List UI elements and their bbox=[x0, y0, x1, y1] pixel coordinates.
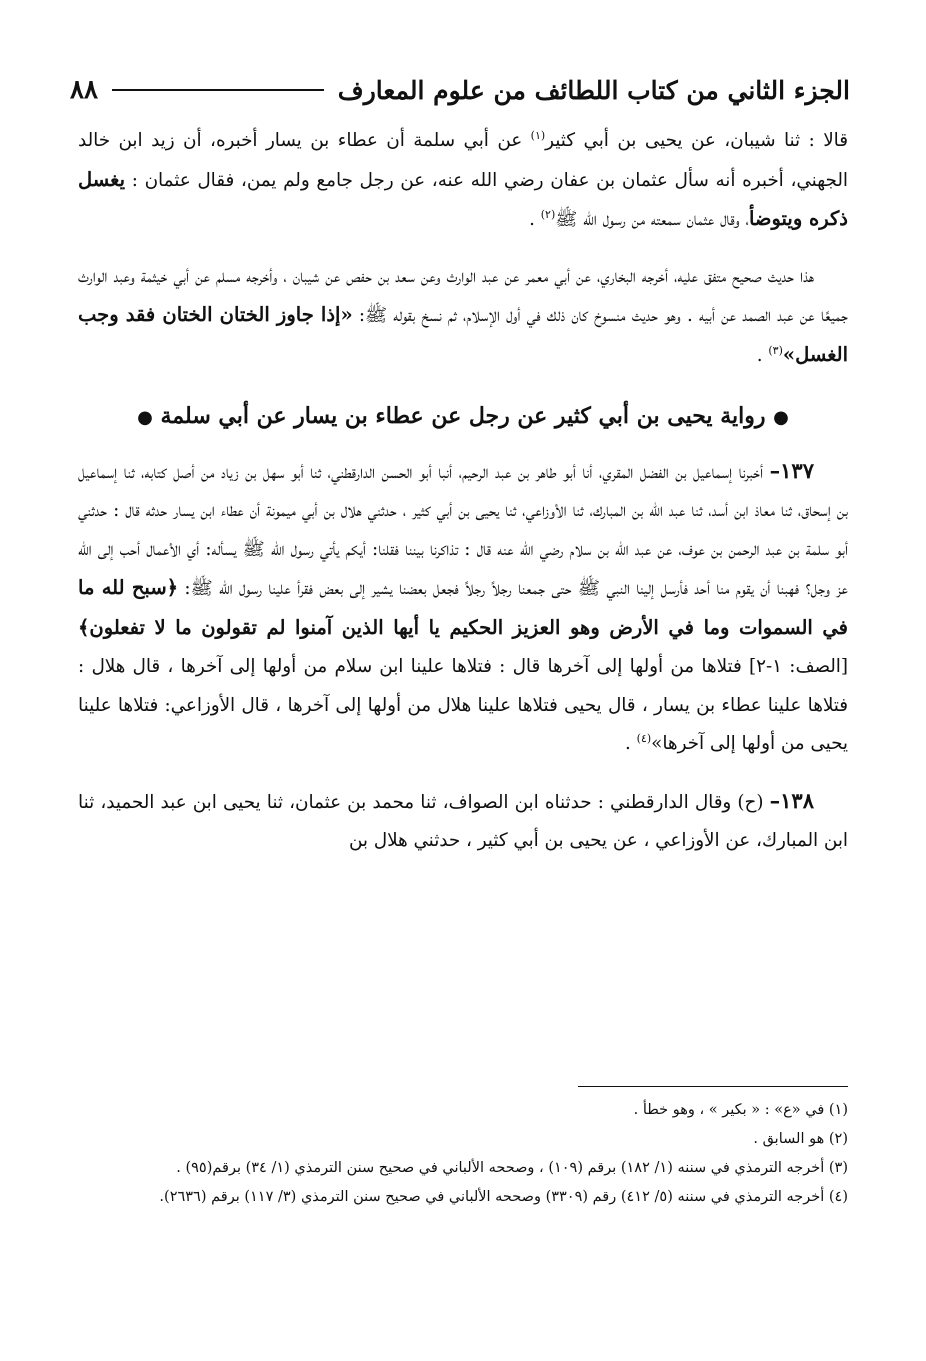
footnote-ref: (٤) bbox=[636, 731, 652, 745]
main-text bbox=[78, 122, 848, 861]
text-run: هذا حديث صحيح متفق عليه، أخرجه البخاري، عن أبي معمر عن عبد الوارث وعن سعد بن حفص عن شيبان ، وأخرجه مسلم عن أبي خيثمة وعبد الوارث جميعًا عن عبد الصمد عن أبيه . وهو حديث منسوخ كان ذلك في أول الإسلام، ثم نسخ بقوله ﷺ: bbox=[78, 265, 848, 326]
text-run: . bbox=[625, 733, 637, 754]
footnote-3: (٣) أخرجه الترمذي في سننه (١/ ١٨٢) برقم (١٠٩) ، وصححه الألباني في صحيح سنن الترمذي (١/ ٣٤) برقم(٩٥) . bbox=[176, 1160, 848, 1176]
running-title: الجزء الثاني من كتاب اللطائف من علوم المعارف bbox=[337, 75, 850, 105]
footnote-divider bbox=[578, 1086, 848, 1087]
footnote-ref: (٢) bbox=[540, 207, 556, 221]
footnote-ref: (١) bbox=[530, 128, 546, 142]
bullet-icon: ● bbox=[137, 407, 153, 428]
hadith-138 bbox=[78, 782, 848, 861]
section-heading bbox=[78, 397, 848, 438]
text-run: عن أبي سلمة أن عطاء بن يسار أخبره، أن زيد ابن خالد الجهني، أخبره أنه سأل عثمان بن عفان رضي الله عنه، عن رجل جامع ولم يمن، فقال عثمان : bbox=[78, 130, 848, 191]
text-run: (ح) وقال الدارقطني : حدثناه ابن الصواف، ثنا محمد بن عثمان، ثنا يحيى ابن عبد الحميد، ثنا ابن المبارك، عن الأوزاعي ، عن يحيى بن أبي كثير ، حدثني هلال بن bbox=[78, 791, 848, 851]
footnote-1: (١) في «ع» : « بكير » ، وهو خطأ . bbox=[633, 1102, 848, 1118]
paragraph-1 bbox=[78, 122, 848, 240]
hadith-number: ١٣٧– bbox=[769, 457, 814, 483]
footnote-4: (٤) أخرجه الترمذي في سننه (٥/ ٤١٢) رقم (٣٣٠٩) وصححه الألباني في صحيح سنن الترمذي (٣/ ١١٧) برقم (٢٦٣٦). bbox=[159, 1189, 848, 1205]
paragraph-2 bbox=[78, 258, 848, 376]
footnotes bbox=[78, 1096, 848, 1212]
bold-hadith: «إذا جاوز الختان الختان فقد وجب الغسل» bbox=[78, 303, 848, 366]
header-rule bbox=[112, 89, 324, 91]
hadith-number: ١٣٨– bbox=[769, 787, 814, 813]
text-run: . bbox=[529, 209, 541, 230]
page-number: ٨٨ bbox=[70, 75, 98, 105]
footnote-ref: (٣) bbox=[768, 343, 783, 357]
footnote-2: (٢) هو السابق . bbox=[753, 1131, 848, 1147]
bullet-icon: ● bbox=[773, 407, 789, 428]
bold-phrase: يغسل ذكره ويتوضأ bbox=[78, 167, 848, 230]
running-header bbox=[70, 70, 850, 110]
text-run: . bbox=[756, 344, 769, 366]
text-run: ، وقال عثمان سمعته من رسول الله ﷺ bbox=[555, 209, 749, 230]
text-run: قالا : ثنا شيبان، عن يحيى بن أبي كثير bbox=[545, 130, 848, 151]
quran-verse: ﴿سبح لله ما في السموات وما في الأرض وهو العزيز الحكيم يا أيها الذين آمنوا لم تقولون ما لا تفعلون﴾ bbox=[78, 576, 848, 639]
text-run: أخبرنا إسماعيل بن الفضل المقري، أنا أبو طاهر بن عبد الرحيم، أنبا أبو الحسن الدارقطني، ثنا أبو سهل بن زياد من أصل كتابه، ثنا إسماعيل بن إسحاق، ثنا معاذ ابن أسد، ثنا عبد الله بن المبارك، ثنا الأوزاعي، ثنا يحيى بن أبي كثير ، حدثني هلال بن أبي ميمونة أن عطاء ابن يسار حدثه قال : حدثني أبو سلمة بن عبد الرحمن بن عوف، عن عبد الله بن سلام رضي الله عنه قال : تذاكرنا بيننا فقلنا: أيكم يأتي رسول الله ﷺ يسأله: أي الأعمال أحب إلى الله عز وجل؟ فهبنا أن يقوم منا أحد فأرسل إلينا النبي ﷺ حتى جمعنا رجلاً رجلاً فجعل بعضنا يشير إلى بعض فقرأ علينا رسول الله ﷺ: bbox=[78, 461, 848, 599]
text-run: [الصف: ١-٢] فتلاها من أولها إلى آخرها قال : فتلاها علينا ابن سلام من أولها إلى آخرها ، قال هلال : فتلاها علينا عطاء بن يسار ، قال يحيى فتلاها علينا هلال من أولها إلى آخرها ، قال الأوزاعي: فتلاها علينا يحيى من أولها إلى آخرها» bbox=[78, 656, 848, 754]
hadith-137 bbox=[78, 452, 848, 764]
section-heading-text: رواية يحيى بن أبي كثير عن رجل عن عطاء بن يسار عن أبي سلمة bbox=[160, 403, 766, 429]
